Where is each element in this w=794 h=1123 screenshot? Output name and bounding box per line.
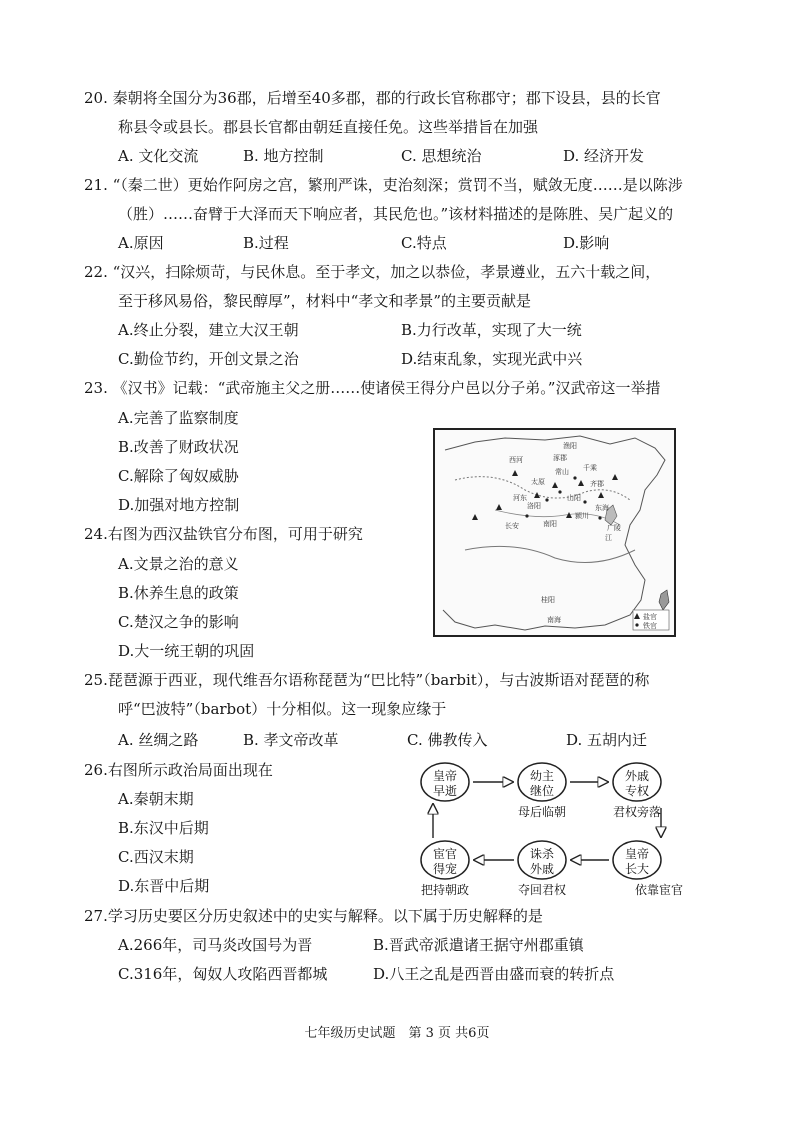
node-3-line2: 专权	[624, 784, 650, 798]
q27-option-c[interactable]: C.316年，匈奴人攻陷西晋都城	[118, 965, 328, 983]
q23-option-a[interactable]: A.完善了监察制度	[118, 409, 239, 427]
node-2-line1: 幼主	[529, 769, 555, 783]
q24-option-b[interactable]: B.休养生息的政策	[118, 584, 239, 602]
q20-option-a[interactable]: A. 文化交流	[118, 147, 199, 165]
q21-stem-line2: （胜）……奋臂于大泽而天下响应者，其民危也。”该材料描述的是陈胜、吴广起义的	[118, 205, 674, 223]
q22-option-d[interactable]: D.结束乱象，实现光武中兴	[401, 350, 583, 368]
q24-option-a[interactable]: A.文景之治的意义	[118, 555, 239, 573]
map-label-jiang: 江	[605, 534, 612, 542]
node-2-line2: 继位	[529, 784, 555, 798]
caption-power-lost: 君权旁落	[612, 805, 662, 819]
map-label-qiancheng: 千乘	[583, 464, 597, 472]
q22-stem-line2: 至于移风易俗，黎民醇厚”，材料中“孝文和孝景”的主要贡献是	[118, 292, 532, 310]
map-label-guangling: 广陵	[607, 524, 621, 532]
caption-rely-eunuchs: 依靠宦官	[634, 883, 684, 897]
q20-stem-line2: 称县令或县长。郡县长官都由朝廷直接任免。这些举措旨在加强	[118, 118, 539, 136]
node-1-line2: 早逝	[432, 784, 458, 798]
map-label-changshan: 常山	[555, 468, 569, 476]
q25-option-c[interactable]: C. 佛教传入	[407, 731, 488, 749]
q23-option-c[interactable]: C.解除了匈奴威胁	[118, 467, 239, 485]
map-label-taiyuan: 太原	[531, 478, 545, 486]
q22-option-c[interactable]: C.勤俭节约，开创文景之治	[118, 350, 299, 368]
q25-option-d[interactable]: D. 五胡内迁	[566, 731, 648, 749]
map-label-donghai: 东海	[595, 504, 609, 512]
q27-stem: 27.学习历史要区分历史叙述中的史实与解释。以下属于历史解释的是	[84, 907, 543, 925]
q22-option-a[interactable]: A.终止分裂，建立大汉王朝	[118, 321, 299, 339]
q25-stem-line1: 25.琵琶源于西亚，现代维吾尔语称琵琶为“巴比特”（barbit），与古波斯语对琵琶的称	[84, 671, 650, 689]
node-6-line1: 宦官	[432, 847, 458, 861]
q26-option-a[interactable]: A.秦朝末期	[118, 790, 194, 808]
map-label-yingchuan: 颍川	[575, 512, 589, 520]
map-legend-iron: 铁官	[643, 622, 657, 630]
cycle-svg	[415, 760, 705, 900]
q27-option-d[interactable]: D.八王之乱是西晋由盛而衰的转折点	[373, 965, 615, 983]
q23-option-d[interactable]: D.加强对地方控制	[118, 496, 240, 514]
q25-stem-line2: 呼“巴波特”（barbot）十分相似。这一现象应缘于	[118, 700, 447, 718]
map-label-nanhai: 南海	[547, 616, 561, 624]
node-5-line2: 外戚	[529, 862, 555, 876]
q27-option-b[interactable]: B.晋武帝派遣诸王据守州郡重镇	[373, 936, 584, 954]
q23-stem: 23. 《汉书》记载：“武帝施主父之册……使诸侯王得分户邑以分子弟。”汉武帝这一举措	[84, 379, 661, 397]
map-svg	[435, 430, 674, 635]
q27-option-a[interactable]: A.266年，司马炎改国号为晋	[118, 936, 313, 954]
q25-option-a[interactable]: A. 丝绸之路	[118, 731, 199, 749]
map-label-guiyang: 桂阳	[541, 596, 555, 604]
q26-option-d[interactable]: D.东晋中后期	[118, 877, 210, 895]
q21-option-c[interactable]: C.特点	[401, 234, 447, 252]
map-label-xihe: 西河	[509, 456, 523, 464]
caption-regent-empress: 母后临朝	[517, 805, 567, 819]
q22-stem-line1: 22. “汉兴，扫除烦苛，与民休息。至于孝文，加之以恭俭，孝景遵业，五六十载之间，	[84, 263, 661, 281]
caption-regain-power: 夺回君权	[517, 883, 567, 897]
map-label-yuyang: 渔阳	[563, 442, 577, 450]
map-label-shanyang: 山阳	[567, 494, 581, 502]
q24-option-d[interactable]: D.大一统王朝的巩固	[118, 642, 255, 660]
q20-option-b[interactable]: B. 地方控制	[243, 147, 324, 165]
q24-stem: 24.右图为西汉盐铁官分布图，可用于研究	[84, 525, 363, 543]
q20-option-c[interactable]: C. 思想统治	[401, 147, 482, 165]
map-label-luoyang: 洛阳	[527, 502, 541, 510]
node-4-line2: 长大	[624, 862, 650, 876]
q20-stem-line1: 20. 秦朝将全国分为36郡，后增至40多郡，郡的行政长官称郡守；郡下设县，县的长官	[84, 89, 661, 107]
page-footer: 七年级历史试题 第 3 页 共6页	[304, 1026, 490, 1041]
q23-option-b[interactable]: B.改善了财政状况	[118, 438, 239, 456]
map-label-zhuojun: 涿郡	[553, 454, 567, 462]
node-5-line1: 诛杀	[529, 847, 555, 861]
political-cycle-diagram	[415, 760, 705, 900]
map-legend-salt: 盐官	[643, 613, 657, 621]
node-4-line1: 皇帝	[624, 847, 650, 861]
q22-option-b[interactable]: B.力行改革，实现了大一统	[401, 321, 582, 339]
q26-stem: 26.右图所示政治局面出现在	[84, 761, 273, 779]
caption-control-court: 把持朝政	[420, 883, 470, 897]
q21-stem-line1: 21. “（秦二世）更始作阿房之宫，繁刑严诛，吏治刻深；赏罚不当，赋敛无度……是以陈涉	[84, 176, 683, 194]
map-label-nanyang: 南阳	[543, 520, 557, 528]
node-1-line1: 皇帝	[432, 769, 458, 783]
iron-office-legend-icon	[635, 623, 638, 626]
salt-iron-office-map	[433, 428, 676, 637]
q20-option-d[interactable]: D. 经济开发	[563, 147, 645, 165]
node-3-line1: 外戚	[624, 769, 650, 783]
q26-option-c[interactable]: C.西汉末期	[118, 848, 194, 866]
map-label-changan: 长安	[505, 522, 519, 530]
q21-option-d[interactable]: D.影响	[563, 234, 610, 252]
q26-option-b[interactable]: B.东汉中后期	[118, 819, 209, 837]
node-6-line2: 得宠	[432, 862, 458, 876]
map-label-hedong: 河东	[513, 494, 527, 502]
q21-option-b[interactable]: B.过程	[243, 234, 289, 252]
q21-option-a[interactable]: A.原因	[118, 234, 164, 252]
q24-option-c[interactable]: C.楚汉之争的影响	[118, 613, 239, 631]
map-markers	[472, 470, 618, 520]
map-label-qijun: 齐郡	[590, 480, 604, 488]
q25-option-b[interactable]: B. 孝文帝改革	[243, 731, 339, 749]
